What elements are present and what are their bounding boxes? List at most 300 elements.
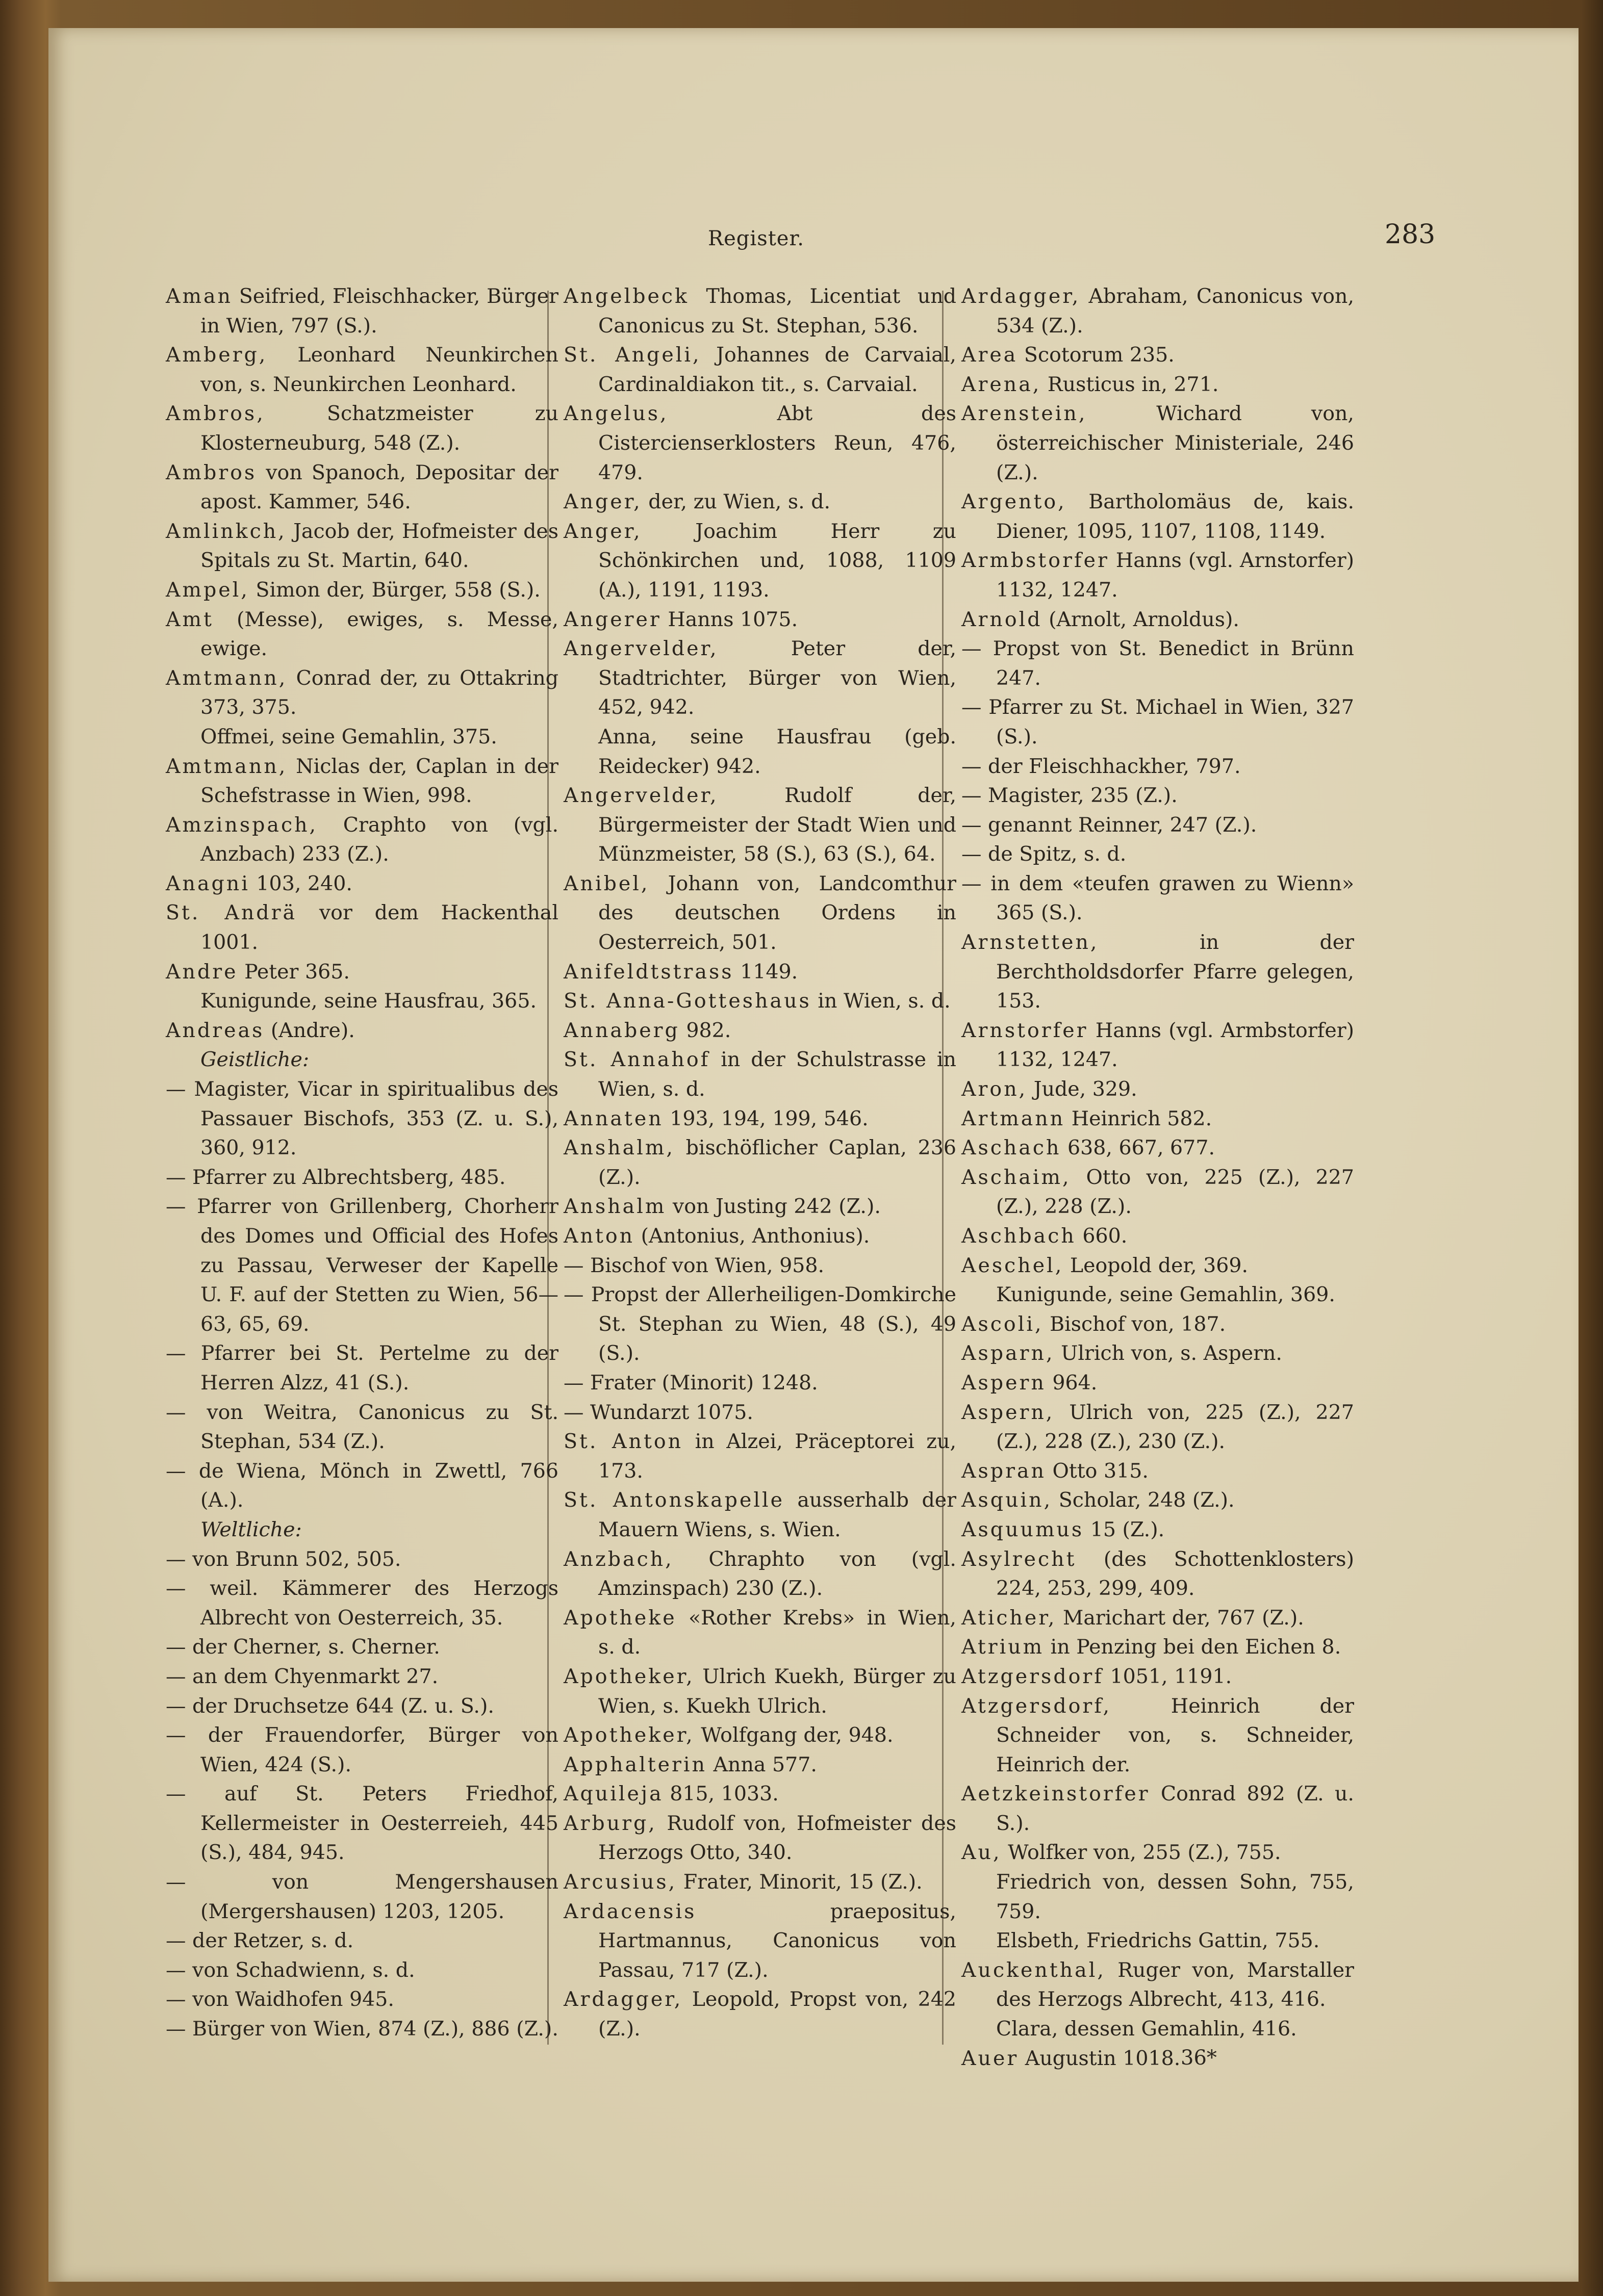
index-entry	[961, 1075, 1354, 1104]
entry-keyword: Anagni	[166, 871, 250, 895]
index-entry	[166, 1779, 558, 1868]
entry-keyword: St. Antonskapelle	[564, 1488, 784, 1512]
entry-text: 1149.	[733, 960, 798, 984]
index-entry	[564, 1750, 956, 1780]
entry-text: Leopold, Propst von, 242 (Z.).	[598, 1988, 956, 2041]
entry-text: — von Weitra, Canonicus zu St. Stephan, 534 (Z.).	[166, 1400, 558, 1454]
entry-text: in der Schulstrasse in Wien, s. d.	[598, 1048, 956, 1101]
index-entry	[961, 487, 1354, 546]
index-entry	[961, 1838, 1354, 1868]
index-entry	[564, 487, 956, 517]
entry-text: 193, 194, 199, 546.	[663, 1106, 869, 1130]
entry-keyword: Arburg,	[564, 1811, 657, 1835]
entry-keyword: Anshalm,	[564, 1136, 675, 1160]
entry-text: Wolfgang der, 948.	[694, 1723, 894, 1747]
entry-text: in der Berchtholdsdorfer Pfarre gelegen, 153.	[996, 931, 1354, 1013]
entry-text: Hanns 1075.	[661, 607, 798, 631]
entry-keyword: Anger,	[564, 490, 642, 514]
index-entry	[166, 723, 558, 752]
entry-keyword: Ascoli,	[961, 1312, 1044, 1336]
entry-keyword: Arnstetten,	[961, 931, 1099, 954]
entry-keyword: Anzbach,	[564, 1547, 674, 1571]
index-entry	[564, 282, 956, 341]
index-entry	[166, 1574, 558, 1633]
index-entry	[564, 1016, 956, 1046]
entry-keyword: Angerer	[564, 607, 661, 631]
entry-text: Scotorum 235.	[1017, 343, 1175, 367]
index-entry	[166, 1633, 558, 1662]
entry-keyword: Aetzkeinstorfer	[961, 1782, 1150, 1806]
entry-text: (Antonius, Anthonius).	[634, 1224, 870, 1248]
index-entry	[961, 1956, 1354, 2015]
entry-text: von Justing 242 (Z.).	[666, 1195, 881, 1219]
entry-text: «Rother Krebs» in Wien, s. d.	[598, 1606, 956, 1659]
entry-text: Rudolf der, Bürgermeister der Stadt Wien und Münzmeister, 58 (S.), 63 (S.), 64.	[598, 784, 956, 866]
index-entry	[166, 576, 558, 605]
entry-text: Simon der, Bürger, 558 (S.).	[249, 578, 541, 602]
entry-text: Peter der, Stadtrichter, Bürger von Wien, 452, 942.	[598, 637, 956, 719]
entry-text: 1051, 1191.	[1103, 1664, 1232, 1688]
section-heading	[200, 1045, 558, 1075]
index-entry	[564, 723, 956, 781]
index-entry	[961, 1662, 1354, 1692]
entry-text: — von Schadwienn, s. d.	[166, 1958, 415, 1982]
entry-text: 103, 240.	[249, 871, 352, 895]
entry-text: 660.	[1076, 1224, 1128, 1248]
entry-keyword: Aron,	[961, 1077, 1028, 1101]
index-entry	[166, 282, 558, 341]
entry-keyword: Aeschel,	[961, 1253, 1064, 1277]
index-entry	[564, 1662, 956, 1721]
entry-text: Ulrich von, 225 (Z.), 227 (Z.), 228 (Z.), 230 (Z.).	[996, 1400, 1354, 1454]
entry-text: (Arnolt, Arnoldus).	[1042, 607, 1239, 631]
entry-keyword: Anibel,	[564, 871, 650, 895]
entry-keyword: Arnold	[961, 607, 1042, 631]
entry-text: Thomas, Licentiat und Canonicus zu St. Stephan, 536.	[598, 285, 956, 338]
entry-keyword: Apotheker,	[564, 1723, 695, 1747]
index-entry	[564, 1251, 956, 1281]
index-entry	[961, 1251, 1354, 1281]
entry-keyword: Ardagger,	[564, 1988, 683, 2011]
book-page	[48, 28, 1579, 2282]
entry-keyword: Auer	[961, 2046, 1019, 2070]
index-entry	[961, 1545, 1354, 1604]
entry-keyword: St. Anna-Gotteshaus	[564, 989, 811, 1013]
index-entry	[961, 811, 1354, 840]
index-entry	[564, 399, 956, 487]
entry-text: — in dem «teufen grawen zu Wienn» 365 (S.).	[961, 871, 1354, 925]
index-entry	[564, 1045, 956, 1104]
entry-text: — Wundarzt 1075.	[564, 1400, 753, 1424]
index-entry	[961, 634, 1354, 693]
entry-keyword: Annaberg	[564, 1018, 680, 1042]
entry-text: Rusticus in, 271.	[1041, 372, 1219, 396]
index-entry	[564, 1985, 956, 2044]
entry-text: Bischof von, 187.	[1043, 1312, 1226, 1336]
entry-text: Clara, dessen Gemahlin, 416.	[996, 2017, 1297, 2041]
entry-text: — de Spitz, s. d.	[961, 842, 1127, 866]
index-entry	[166, 752, 558, 811]
entry-text: Otto 315.	[1046, 1459, 1149, 1483]
index-entry	[961, 399, 1354, 487]
index-entry	[961, 752, 1354, 782]
entry-keyword: Aspern,	[961, 1400, 1055, 1424]
entry-keyword: Asylrecht	[961, 1547, 1077, 1571]
entry-keyword: Amtmann,	[166, 754, 288, 778]
entry-text: Kunigunde, seine Gemahlin, 369.	[996, 1283, 1335, 1307]
index-entry	[166, 898, 558, 957]
entry-text: Friedrich von, dessen Sohn, 755, 759.	[996, 1870, 1354, 1923]
entry-keyword: Ambros,	[166, 402, 265, 426]
index-entry	[166, 1545, 558, 1575]
entry-keyword: Aschbach	[961, 1224, 1076, 1248]
index-entry	[564, 341, 956, 399]
entry-text: praepositus, Hartmannus, Canonicus von Passau, 717 (Z.).	[598, 1899, 956, 1982]
entry-text: Johann von, Landcomthur des deutschen Ordens in Oesterreich, 501.	[598, 871, 956, 954]
entry-text: (Messe), ewiges, s. Messe, ewige.	[200, 607, 558, 661]
entry-keyword: St. Annahof	[564, 1048, 710, 1072]
entry-text: Heinrich 582.	[1065, 1106, 1212, 1130]
index-entry	[961, 2044, 1354, 2074]
signature-mark: 36*	[1181, 2046, 1217, 2070]
entry-text: Wichard von, österreichischer Ministeriale, 246 (Z.).	[996, 402, 1354, 484]
entry-keyword: St. Andrä	[166, 901, 297, 925]
index-entry	[564, 1545, 956, 1604]
entry-text: — Frater (Minorit) 1248.	[564, 1371, 818, 1395]
entry-keyword: Area	[961, 343, 1018, 367]
index-entry	[961, 1692, 1354, 1780]
index-entry	[961, 1163, 1354, 1222]
entry-text: — der Druchsetze 644 (Z. u. S.).	[166, 1694, 494, 1718]
entry-text: bischöflicher Caplan, 236 (Z.).	[598, 1136, 956, 1189]
index-entry	[564, 1192, 956, 1222]
entry-text: Elsbeth, Friedrichs Gattin, 755.	[996, 1929, 1320, 1953]
index-entry	[961, 341, 1354, 370]
index-entry	[961, 1222, 1354, 1251]
entry-text: Ruger von, Marstaller des Herzogs Albrecht, 413, 416.	[996, 1958, 1354, 2011]
entry-keyword: Amlinkch,	[166, 519, 287, 543]
entry-text: in Wien, s. d.	[811, 989, 951, 1013]
entry-text: Augustin 1018.	[1019, 2046, 1181, 2070]
entry-text: 638, 667, 677.	[1061, 1136, 1215, 1160]
index-entry	[961, 1280, 1354, 1310]
entry-keyword: St. Angeli,	[564, 343, 701, 367]
entry-keyword: Ardagger,	[961, 285, 1081, 308]
index-entry	[961, 1868, 1354, 1926]
entry-keyword: Atrium	[961, 1635, 1045, 1659]
entry-keyword: Au,	[961, 1841, 1002, 1865]
entry-text: Ulrich Kuekh, Bürger zu Wien, s. Kuekh Ulrich.	[598, 1664, 956, 1718]
entry-text: — weil. Kämmerer des Herzogs Albrecht von Oesterreich, 35.	[166, 1577, 558, 1630]
entry-text: Offmei, seine Gemahlin, 375.	[200, 725, 497, 749]
index-entry	[564, 1427, 956, 1486]
index-entry	[564, 869, 956, 958]
entry-text: Abt des Cistercienserklosters Reun, 476, 479.	[598, 402, 956, 484]
index-entry	[166, 458, 558, 517]
index-entry	[166, 1398, 558, 1457]
index-entry	[961, 1926, 1354, 1956]
entry-text: — der Fleischhackher, 797.	[961, 754, 1241, 778]
entry-text: — de Wiena, Mönch in Zwettl, 766 (A.).	[166, 1459, 558, 1512]
index-entry	[564, 1897, 956, 1985]
entry-text: in Alzei, Präceptorei zu, 173.	[598, 1430, 956, 1483]
index-entry	[564, 1398, 956, 1428]
entry-keyword: Ambros	[166, 460, 257, 484]
index-entry	[961, 1104, 1354, 1134]
index-entry	[166, 399, 558, 458]
entry-keyword: Aspran	[961, 1459, 1046, 1483]
index-entry	[166, 811, 558, 869]
index-entry	[166, 1163, 558, 1193]
index-entry	[961, 1486, 1354, 1515]
index-entry	[961, 1369, 1354, 1398]
entry-text: — Pfarrer von Grillenberg, Chorherr des Domes und Official des Hofes zu Passau, Verweser der Kapelle U. F. auf der Stetten zu Wien, 56—63, 65, 69.	[166, 1195, 558, 1336]
entry-text: Anna 577.	[706, 1752, 817, 1776]
entry-keyword: Amtmann,	[166, 666, 288, 690]
index-entry	[961, 869, 1354, 928]
index-entry	[961, 1133, 1354, 1163]
entry-text: 815, 1033.	[663, 1782, 779, 1806]
index-entry	[166, 1926, 558, 1956]
index-entry	[166, 1662, 558, 1692]
entry-keyword: Aspern	[961, 1371, 1046, 1395]
entry-text: Wolfker von, 255 (Z.), 755.	[1001, 1841, 1281, 1865]
index-entry	[961, 840, 1354, 869]
index-entry	[564, 1868, 956, 1897]
index-entry	[961, 1604, 1354, 1633]
entry-text: — Bürger von Wien, 874 (Z.), 886 (Z.).	[166, 2017, 558, 2041]
entry-text: 964.	[1046, 1371, 1098, 1395]
entry-keyword: St. Anton	[564, 1430, 683, 1454]
entry-text: Johannes de Carvaial, Cardinaldiakon tit., s. Carvaial.	[598, 343, 956, 396]
entry-text: Peter 365.	[238, 960, 350, 984]
entry-text: — der Cherner, s. Cherner.	[166, 1635, 440, 1659]
entry-keyword: Arcusius,	[564, 1870, 677, 1894]
index-entry	[166, 1868, 558, 1926]
entry-text: Schatzmeister zu Klosterneuburg, 548 (Z.).	[200, 402, 558, 455]
index-entry	[564, 1809, 956, 1868]
entry-keyword: Arena,	[961, 372, 1041, 396]
entry-text: Marichart der, 767 (Z.).	[1056, 1606, 1304, 1630]
index-entry	[564, 1369, 956, 1398]
index-entry	[961, 605, 1354, 635]
entry-text: — Pfarrer zu St. Michael in Wien, 327 (S.).	[961, 695, 1354, 749]
entry-text: — von Mengershausen (Mergershausen) 1203, 1205.	[166, 1870, 558, 1923]
entry-text: — der Frauendorfer, Bürger von Wien, 424 (S.).	[166, 1723, 558, 1776]
entry-text: 982.	[679, 1018, 731, 1042]
entry-text: Bartholomäus de, kais. Diener, 1095, 1107, 1108, 1149.	[996, 490, 1354, 543]
index-entry	[961, 2015, 1354, 2044]
entry-keyword: Annaten	[564, 1106, 664, 1130]
index-entry	[564, 1133, 956, 1192]
index-entry	[961, 1779, 1354, 1838]
entry-text: Craphto von (vgl. Anzbach) 233 (Z.).	[200, 813, 558, 866]
entry-keyword: Arnstorfer	[961, 1018, 1088, 1042]
entry-text: Conrad der, zu Ottakring 373, 375.	[200, 666, 558, 719]
entry-text: (Andre).	[264, 1018, 355, 1042]
entry-text: Abraham, Canonicus von, 534 (Z.).	[996, 285, 1354, 338]
entry-text: (des Schottenklosters) 224, 253, 299, 409.	[996, 1547, 1354, 1601]
entry-text: vor dem Hackenthal 1001.	[200, 901, 558, 954]
index-entry	[961, 1633, 1354, 1662]
entry-text: Joachim Herr zu Schönkirchen und, 1088, 1109 (A.), 1191, 1193.	[598, 519, 956, 602]
entry-keyword: Asquin,	[961, 1488, 1053, 1512]
entry-text: Scholar, 248 (Z.).	[1052, 1488, 1235, 1512]
index-entry	[166, 1192, 558, 1339]
entry-keyword: Apotheker,	[564, 1664, 695, 1688]
page-number: 283	[1385, 219, 1436, 250]
entry-text: Leopold der, 369.	[1063, 1253, 1249, 1277]
index-entry	[166, 869, 558, 899]
index-entry	[564, 1222, 956, 1251]
entry-keyword: Amberg,	[166, 343, 268, 367]
entry-keyword: Amt	[166, 607, 214, 631]
entry-text: Otto von, 225 (Z.), 227 (Z.), 228 (Z.).	[996, 1165, 1354, 1219]
entry-keyword: Anifeldtstrass	[564, 960, 734, 984]
entry-text: Anna, seine Hausfrau (geb. Reidecker) 942.	[598, 725, 956, 778]
index-entry	[564, 605, 956, 635]
entry-text: — Magister, Vicar in spiritualibus des Passauer Bischofs, 353 (Z. u. S.), 360, 912.	[166, 1077, 558, 1160]
entry-keyword: Asparn,	[961, 1342, 1055, 1365]
entry-text: Leonhard Neunkirchen von, s. Neunkirchen Leonhard.	[200, 343, 558, 396]
entry-keyword: Anshalm	[564, 1195, 667, 1219]
index-entry	[564, 958, 956, 987]
entry-text: Niclas der, Caplan in der Schefstrasse in Wien, 998.	[200, 754, 558, 808]
index-entry	[166, 1457, 558, 1515]
entry-keyword: Anton	[564, 1224, 635, 1248]
entry-text: — Pfarrer bei St. Pertelme zu der Herren Alzz, 41 (S.).	[166, 1342, 558, 1395]
index-entry	[166, 1956, 558, 1985]
entry-text: Rudolf von, Hofmeister des Herzogs Otto, 340.	[598, 1811, 956, 1865]
entry-keyword: Ampel,	[166, 578, 249, 602]
entry-keyword: Argento,	[961, 490, 1066, 514]
entry-text: — Magister, 235 (Z.).	[961, 784, 1178, 808]
entry-keyword: Aman	[166, 285, 233, 308]
entry-keyword: Aschaim,	[961, 1165, 1071, 1189]
entry-keyword: Aquileja	[564, 1782, 664, 1806]
entry-text: — Pfarrer zu Albrechtsberg, 485.	[166, 1165, 506, 1189]
index-entry	[961, 693, 1354, 752]
index-entry	[166, 341, 558, 399]
index-column-2	[564, 282, 956, 2044]
index-entry	[564, 1779, 956, 1809]
index-entry	[564, 1486, 956, 1544]
entry-text: von Spanoch, Depositar der apost. Kammer, 546.	[200, 460, 558, 514]
index-entry	[564, 1721, 956, 1750]
entry-keyword: Anger,	[564, 519, 642, 543]
index-entry	[166, 664, 558, 723]
entry-text: Jacob der, Hofmeister des Spitals zu St. Martin, 640.	[200, 519, 558, 573]
entry-keyword: Angervelder,	[564, 784, 719, 808]
index-entry	[961, 1310, 1354, 1339]
entry-text: — an dem Chyenmarkt 27.	[166, 1664, 439, 1688]
entry-keyword: Apphalterin	[564, 1752, 707, 1776]
index-entry	[961, 1515, 1354, 1545]
entry-text: — von Brunn 502, 505.	[166, 1547, 401, 1571]
index-entry	[564, 1280, 956, 1369]
entry-text: 15 (Z.).	[1084, 1517, 1165, 1541]
index-entry	[166, 517, 558, 576]
index-entry	[961, 546, 1354, 605]
index-entry	[166, 1985, 558, 2015]
entry-text: — Bischof von Wien, 958.	[564, 1253, 825, 1277]
entry-text: — auf St. Peters Friedhof, Kellermeister in Oesterreieh, 445 (S.), 484, 945.	[166, 1782, 558, 1865]
entry-text: Jude, 329.	[1027, 1077, 1137, 1101]
entry-text: der, zu Wien, s. d.	[642, 490, 831, 514]
entry-keyword: Armbstorfer	[961, 549, 1109, 573]
entry-text: Hanns (vgl. Arnstorfer) 1132, 1247.	[996, 549, 1354, 602]
entry-keyword: Artmann	[961, 1106, 1065, 1130]
index-entry	[961, 282, 1354, 341]
index-entry	[961, 928, 1354, 1016]
entry-text: Chraphto von (vgl. Amzinspach) 230 (Z.).	[598, 1547, 956, 1601]
entry-keyword: Angervelder,	[564, 637, 719, 661]
entry-text: — Propst von St. Benedict in Brünn 247.	[961, 637, 1354, 690]
index-entry	[166, 1339, 558, 1398]
index-column-3	[961, 282, 1354, 2073]
entry-text: — der Retzer, s. d.	[166, 1929, 354, 1953]
index-entry	[166, 1721, 558, 1779]
entry-text: — von Waidhofen 945.	[166, 1988, 394, 2011]
entry-keyword: Andreas	[166, 1018, 265, 1042]
entry-text: Frater, Minorit, 15 (Z.).	[677, 1870, 923, 1894]
index-entry	[166, 987, 558, 1016]
index-entry	[961, 1457, 1354, 1486]
entry-text: — genannt Reinner, 247 (Z.).	[961, 813, 1257, 837]
entry-keyword: Atzgersdorf	[961, 1664, 1104, 1688]
entry-keyword: Aticher,	[961, 1606, 1057, 1630]
entry-keyword: Aschach	[961, 1136, 1061, 1160]
entry-keyword: Apotheke	[564, 1606, 677, 1630]
entry-keyword: Amzinspach,	[166, 813, 318, 837]
index-entry	[961, 781, 1354, 811]
entry-text: Kunigunde, seine Hausfrau, 365.	[200, 989, 537, 1013]
index-entry	[564, 517, 956, 605]
running-title: Register.	[708, 227, 804, 250]
index-entry	[564, 987, 956, 1016]
entry-text: Conrad 892 (Z. u. S.).	[996, 1782, 1354, 1835]
entry-text: ausserhalb der Mauern Wiens, s. Wien.	[598, 1488, 956, 1541]
index-entry	[564, 781, 956, 869]
entry-text: Heinrich der Schneider von, s. Schneider, Heinrich der.	[996, 1694, 1354, 1776]
entry-text: Seifried, Fleischhacker, Bürger in Wien, 797 (S.).	[200, 285, 558, 338]
entry-keyword: Asquumus	[961, 1517, 1084, 1541]
entry-keyword: Atzgersdorf,	[961, 1694, 1112, 1718]
index-entry	[961, 1398, 1354, 1457]
entry-keyword: Angelus,	[564, 402, 669, 426]
index-entry	[166, 605, 558, 664]
entry-keyword: Arenstein,	[961, 402, 1087, 426]
index-entry	[166, 1075, 558, 1163]
index-entry	[166, 958, 558, 987]
index-entry	[166, 1016, 558, 1046]
index-entry	[564, 634, 956, 723]
entry-text: Weltliche:	[200, 1517, 302, 1541]
index-column-1	[166, 282, 558, 2044]
entry-text: — Propst der Allerheiligen-Domkirche St. Stephan zu Wien, 48 (S.), 49 (S.).	[564, 1283, 956, 1365]
entry-keyword: Ardacensis	[564, 1899, 697, 1923]
index-entry	[166, 2015, 558, 2044]
entry-text: Ulrich von, s. Aspern.	[1054, 1342, 1282, 1365]
entry-text: Geistliche:	[200, 1048, 310, 1072]
entry-keyword: Andre	[166, 960, 238, 984]
entry-text: in Penzing bei den Eichen 8.	[1044, 1635, 1341, 1659]
section-heading	[200, 1515, 558, 1545]
page-header	[48, 196, 1579, 250]
index-entry	[166, 1692, 558, 1721]
entry-keyword: Angelbeck	[564, 285, 689, 308]
entry-text: Hanns (vgl. Armbstorfer) 1132, 1247.	[996, 1018, 1354, 1072]
